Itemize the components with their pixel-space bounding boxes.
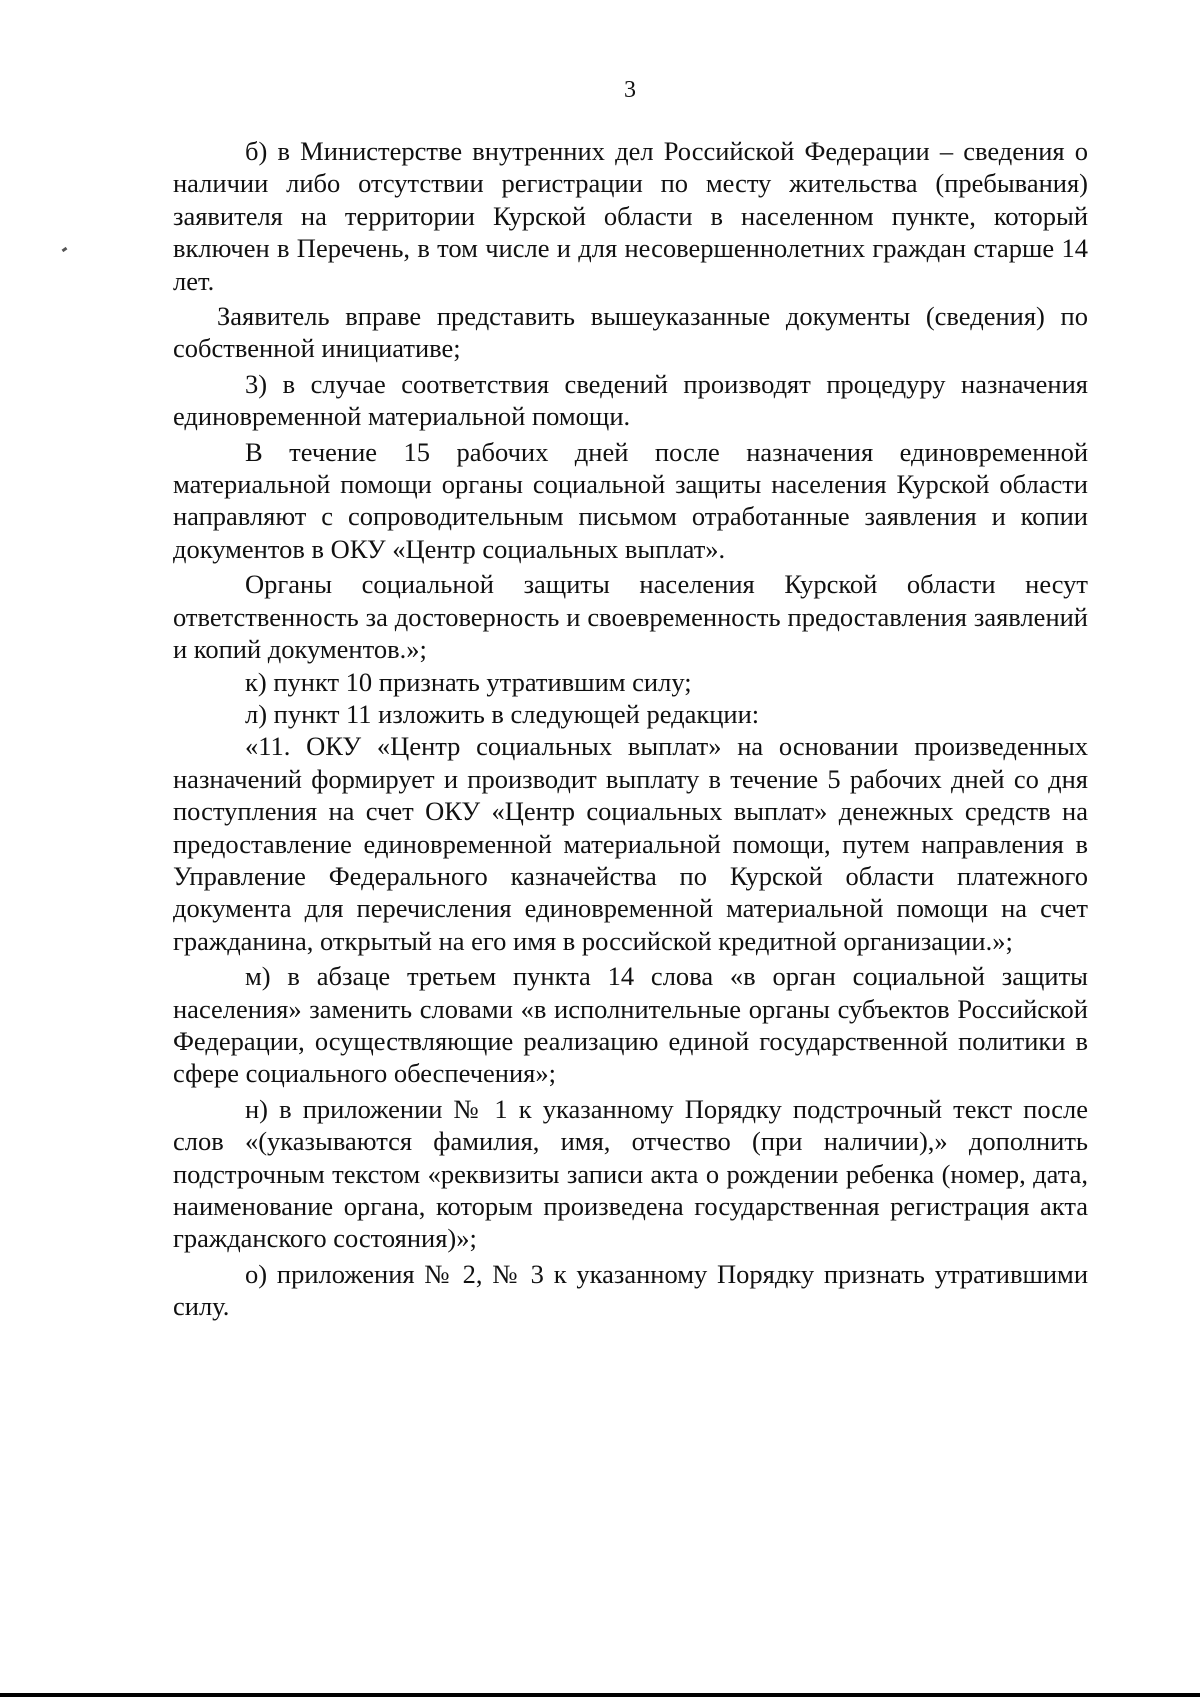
paragraph-11-payment: «11. ОКУ «Центр социальных выплат» на основании произведенных назначений формирует и производит выплату в течение 5 рабочих дней со дня поступления на счет ОКУ «Центр социальных выплат» денежных средств на предоставление единовременной материальной помощи, путем направления в Управление Федерального казначейства по Курской области платежного документа для перечисления единовременной материальной помощи на счет гражданина, открытый на его имя в российской кредитной организации.»; (173, 731, 1088, 956)
paragraph-15-days: В течение 15 рабочих дней после назначения единовременной материальной помощи органы социальной защиты населения Курской области направляют с сопроводительным письмом отработанные заявления и копии документов в ОКУ «Центр социальных выплат». (173, 436, 1088, 564)
paragraph-3-procedure: 3) в случае соответствия сведений производят процедуру назначения единовременной материальной помощи. (173, 368, 1088, 432)
scan-bottom-edge (0, 1693, 1200, 1697)
document-body (173, 135, 1088, 1323)
paragraph-b-mvd: б) в Министерстве внутренних дел Российской Федерации – сведения о наличии либо отсутствии регистрации по месту жительства (пребывания) заявителя на территории Курской области в населенном пункте, который включен в Перечень, в том числе и для несовершеннолетних граждан старше 14 лет. (173, 136, 1088, 296)
paragraph-m-point-14: м) в абзаце третьем пункта 14 слова «в орган социальной защиты населения» заменить словами «в исполнительные органы субъектов Российской Федерации, осуществляющие реализацию единой государственной политики в сфере социального обеспечения»; (173, 961, 1088, 1089)
scan-artifact-mark (62, 247, 68, 252)
page-number: 3 (624, 77, 636, 103)
paragraph-k-point-10: к) пункт 10 признать утратившим силу; (245, 666, 692, 697)
paragraph-applicant-right: Заявитель вправе представить вышеуказанные документы (сведения) по собственной инициативе; (173, 301, 1088, 364)
paragraph-l-point-11: л) пункт 11 изложить в следующей редакции: (245, 698, 760, 729)
paragraph-responsibility: Органы социальной защиты населения Курской области несут ответственность за достоверность и своевременность предоставления заявлений и копий документов.»; (173, 569, 1088, 665)
paragraph-n-appendix-1: н) в приложении № 1 к указанному Порядку подстрочный текст после слов «(указываются фамилия, имя, отчество (при наличии),» дополнить подстрочным текстом «реквизиты записи акта о рождении ребенка (номер, дата, наименование органа, которым произведена государственная регистрация акта гражданского состояния)»; (173, 1093, 1088, 1254)
paragraph-o-appendices: о) приложения № 2, № 3 к указанному Порядку признать утратившими силу. (173, 1258, 1088, 1322)
